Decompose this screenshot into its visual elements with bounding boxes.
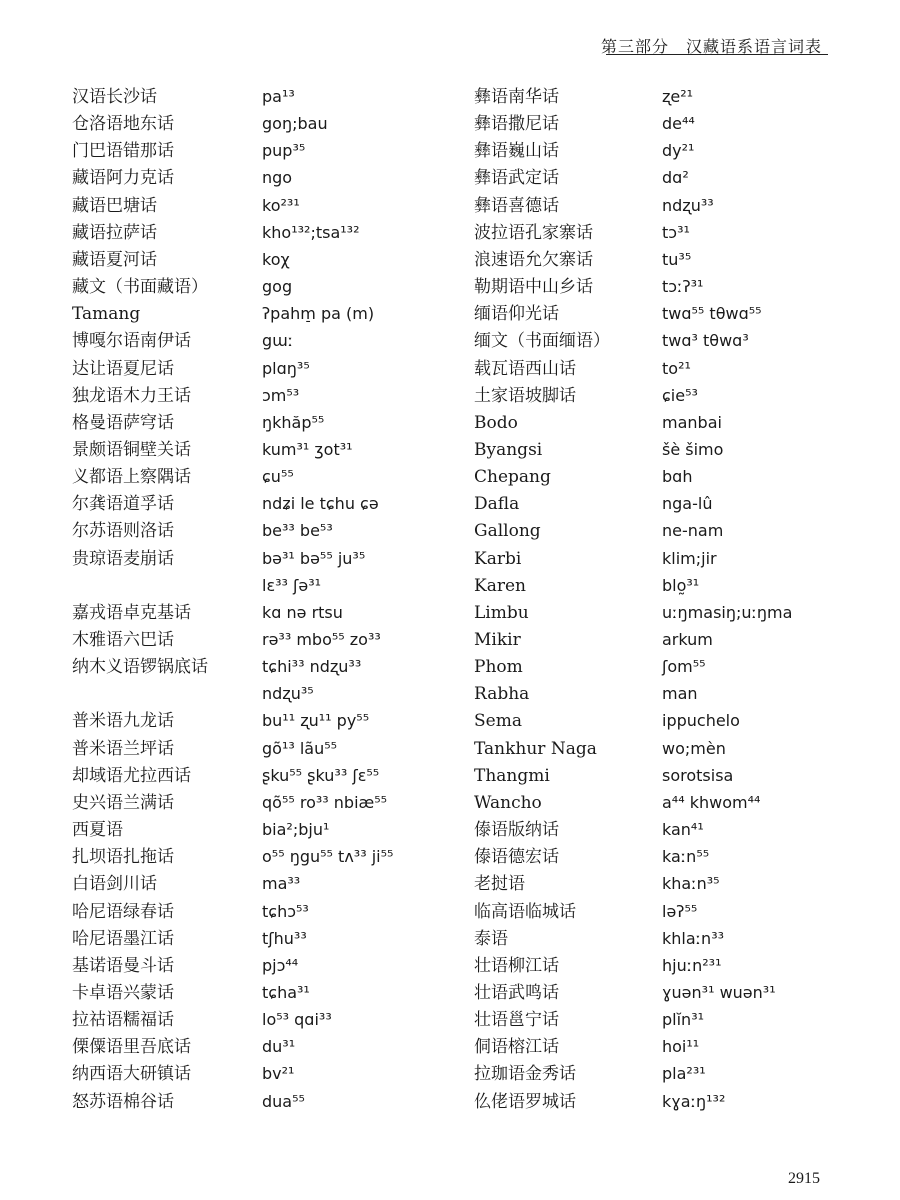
language-name: 浪速语允欠寨话 — [474, 250, 593, 270]
language-name: 西夏语 — [72, 820, 123, 840]
language-name: 哈尼语墨江话 — [72, 929, 174, 949]
word-form: dy²¹ — [662, 141, 695, 160]
word-form: ɔm⁵³ — [262, 386, 300, 405]
word-form: ngo — [262, 168, 293, 187]
word-form: ləʔ⁵⁵ — [662, 902, 698, 921]
language-name: 基诺语曼斗话 — [72, 956, 174, 976]
language-name: 临高语临城话 — [474, 902, 576, 922]
language-name: 壮语柳江话 — [474, 956, 559, 976]
language-name: 怒苏语棉谷话 — [72, 1092, 174, 1112]
language-name: Bodo — [474, 413, 518, 433]
language-name: 波拉语孔家寨话 — [474, 223, 593, 243]
word-form: pjɔ⁴⁴ — [262, 956, 299, 975]
language-name: Sema — [474, 711, 522, 731]
word-form: nga-lû — [662, 494, 713, 513]
word-form: hoi¹¹ — [662, 1037, 700, 1056]
language-name: 纳木义语锣锅底话 — [72, 657, 208, 677]
word-form: be³³ be⁵³ — [262, 521, 333, 540]
word-form: gõ¹³ lãu⁵⁵ — [262, 739, 338, 758]
word-form: hjuːn²³¹ — [662, 956, 722, 975]
word-form: ma³³ — [262, 874, 301, 893]
language-name: 汉语长沙话 — [72, 87, 157, 107]
language-name: 景颇语铜壁关话 — [72, 440, 191, 460]
word-form: ndʑi le tɕhu ɕə — [262, 494, 379, 513]
word-form: dua⁵⁵ — [262, 1092, 305, 1111]
language-name: 藏语巴塘话 — [72, 196, 157, 216]
word-form: kho¹³²;tsa¹³² — [262, 223, 360, 242]
word-form: tɕha³¹ — [262, 983, 310, 1002]
language-name: 壮语邕宁话 — [474, 1010, 559, 1030]
word-form: ʐe²¹ — [662, 87, 694, 106]
word-form: man — [662, 684, 698, 703]
word-form: kaːn⁵⁵ — [662, 847, 710, 866]
word-form: tʃhu³³ — [262, 929, 307, 948]
language-name: 土家语坡脚话 — [474, 386, 576, 406]
word-form: bɑh — [662, 467, 693, 486]
word-form: ippuchelo — [662, 711, 740, 730]
language-name: 勒期语中山乡话 — [474, 277, 593, 297]
word-form: pla²³¹ — [662, 1064, 706, 1083]
word-form: ʃom⁵⁵ — [662, 657, 706, 676]
word-form: qõ⁵⁵ ro³³ nbiæ⁵⁵ — [262, 793, 388, 812]
word-form: uːŋmasiŋ;uːŋma — [662, 603, 793, 622]
language-name: 傣语德宏话 — [474, 847, 559, 867]
word-form: blo̰³¹ — [662, 576, 700, 595]
word-form: ɕie⁵³ — [662, 386, 698, 405]
word-form: kɑ nə rtsu — [262, 603, 343, 622]
language-name: 独龙语木力王话 — [72, 386, 191, 406]
word-form: wo;mèn — [662, 739, 726, 758]
language-name: Byangsi — [474, 440, 543, 460]
language-name: 白语剑川话 — [72, 874, 157, 894]
language-name: 侗语榕江话 — [474, 1037, 559, 1057]
word-form: tɕhi³³ ndʐu³³ — [262, 657, 362, 676]
word-form: kɣaːŋ¹³² — [662, 1092, 726, 1111]
language-name: 藏语阿力克话 — [72, 168, 174, 188]
language-name: 仓洛语地东话 — [72, 114, 174, 134]
language-name: 尔苏语则洛话 — [72, 521, 174, 541]
language-name: 哈尼语绿春话 — [72, 902, 174, 922]
word-form: gog — [262, 277, 293, 296]
language-name: 藏语拉萨话 — [72, 223, 157, 243]
language-name: 傣语版纳话 — [474, 820, 559, 840]
language-name: 藏文（书面藏语） — [72, 277, 208, 297]
language-name: Gallong — [474, 521, 541, 541]
word-form: lo⁵³ qɑi³³ — [262, 1010, 332, 1029]
word-form: twɑ³ tθwɑ³ — [662, 331, 749, 350]
language-name: Karen — [474, 576, 526, 596]
language-name: Tamang — [72, 304, 141, 324]
language-name: 彝语撒尼话 — [474, 114, 559, 134]
language-name: 纳西语大研镇话 — [72, 1064, 191, 1084]
word-form: goŋ;bau — [262, 114, 328, 133]
word-form: ʂku⁵⁵ ʂku³³ ʃɛ⁵⁵ — [262, 766, 380, 785]
language-name: Limbu — [474, 603, 529, 623]
language-name: 彝语喜德话 — [474, 196, 559, 216]
word-form: tɔːʔ³¹ — [662, 277, 704, 296]
language-name: 缅文（书面缅语） — [474, 331, 610, 351]
language-name: 格曼语萨穹话 — [72, 413, 174, 433]
language-name: 彝语武定话 — [474, 168, 559, 188]
language-name: 嘉戎语卓克基话 — [72, 603, 191, 623]
word-form: dɑ² — [662, 168, 689, 187]
word-form: plɑŋ³⁵ — [262, 359, 310, 378]
language-name: 普米语九龙话 — [72, 711, 174, 731]
word-form: ndʐu³³ — [662, 196, 714, 215]
word-form: du³¹ — [262, 1037, 296, 1056]
language-name: Karbi — [474, 549, 522, 569]
word-form: o⁵⁵ ŋgu⁵⁵ tʌ³³ ji⁵⁵ — [262, 847, 394, 866]
word-form: de⁴⁴ — [662, 114, 695, 133]
word-form: manbai — [662, 413, 722, 432]
language-name: Dafla — [474, 494, 520, 514]
word-form: khaːn³⁵ — [662, 874, 720, 893]
word-form: rə³³ mbo⁵⁵ zo³³ — [262, 630, 381, 649]
language-name: 彝语巍山话 — [474, 141, 559, 161]
language-name: 傈僳语里吾底话 — [72, 1037, 191, 1057]
language-name: 尔龚语道孚话 — [72, 494, 174, 514]
language-name: 博嘎尔语南伊话 — [72, 331, 191, 351]
language-name: Phom — [474, 657, 523, 677]
word-form: plĭn³¹ — [662, 1010, 705, 1029]
language-name: 贵琼语麦崩话 — [72, 549, 174, 569]
language-name — [72, 681, 257, 707]
word-form: ɕu⁵⁵ — [262, 467, 294, 486]
language-name: 拉祜语糯福话 — [72, 1010, 174, 1030]
language-name: 载瓦语西山话 — [474, 359, 576, 379]
language-name: Chepang — [474, 467, 551, 487]
language-name: 木雅语六巴话 — [72, 630, 174, 650]
word-form: to²¹ — [662, 359, 691, 378]
word-form: kum³¹ ʒot³¹ — [262, 440, 353, 459]
word-form: ŋkhăp⁵⁵ — [262, 413, 325, 432]
word-form: gɯː — [262, 331, 294, 350]
language-name: 卡卓语兴蒙话 — [72, 983, 174, 1003]
word-form: lɛ³³ ʃə³¹ — [262, 576, 322, 595]
word-form: ʔpahm̠ pa (m) — [262, 304, 375, 323]
word-form: a⁴⁴ khwom⁴⁴ — [662, 793, 761, 812]
word-form: twɑ⁵⁵ tθwɑ⁵⁵ — [662, 304, 762, 323]
language-name: 彝语南华话 — [474, 87, 559, 107]
word-form: tu³⁵ — [662, 250, 692, 269]
language-name: 普米语兰坪话 — [72, 739, 174, 759]
word-form: šè šimo — [662, 440, 724, 459]
language-name: 义都语上察隅话 — [72, 467, 191, 487]
language-name: 缅语仰光话 — [474, 304, 559, 324]
word-form: ndʐu³⁵ — [262, 684, 314, 703]
word-form: sorotsisa — [662, 766, 734, 785]
language-name: Tankhur Naga — [474, 739, 597, 759]
word-form: koχ — [262, 250, 290, 269]
word-form: bv²¹ — [262, 1064, 295, 1083]
word-form: pa¹³ — [262, 87, 295, 106]
language-name: 仫佬语罗城话 — [474, 1092, 576, 1112]
word-form: ɣuən³¹ wuən³¹ — [662, 983, 776, 1002]
word-form: pup³⁵ — [262, 141, 306, 160]
language-name: 却域语尤拉西话 — [72, 766, 191, 786]
word-form: bə³¹ bə⁵⁵ ju³⁵ — [262, 549, 366, 568]
language-name: Wancho — [474, 793, 542, 813]
language-name — [72, 573, 257, 599]
language-name: 壮语武鸣话 — [474, 983, 559, 1003]
word-form: kan⁴¹ — [662, 820, 704, 839]
language-name: 达让语夏尼话 — [72, 359, 174, 379]
language-name: 拉珈语金秀话 — [474, 1064, 576, 1084]
word-form: ko²³¹ — [262, 196, 300, 215]
header-rule — [606, 54, 828, 55]
language-name: 门巴语错那话 — [72, 141, 174, 161]
word-form: tɕhɔ⁵³ — [262, 902, 309, 921]
language-name: Thangmi — [474, 766, 550, 786]
language-name: Rabha — [474, 684, 530, 704]
word-form: ne-nam — [662, 521, 724, 540]
word-form: khlaːn³³ — [662, 929, 725, 948]
language-name: 老挝语 — [474, 874, 525, 894]
word-form: arkum — [662, 630, 713, 649]
language-name: Mikir — [474, 630, 521, 650]
page-number: 2915 — [788, 1170, 820, 1187]
running-header-title: 第三部分 汉藏语系语言词表 — [600, 37, 822, 56]
word-form: bia²;bju¹ — [262, 820, 330, 839]
word-form: klim;jir — [662, 549, 717, 568]
word-form: bu¹¹ ʐu¹¹ py⁵⁵ — [262, 711, 370, 730]
language-name: 泰语 — [474, 929, 508, 949]
page-header — [0, 0, 900, 54]
language-name: 藏语夏河话 — [72, 250, 157, 270]
language-name: 史兴语兰满话 — [72, 793, 174, 813]
language-name: 扎坝语扎拖话 — [72, 847, 174, 867]
word-form: tɔ³¹ — [662, 223, 690, 242]
